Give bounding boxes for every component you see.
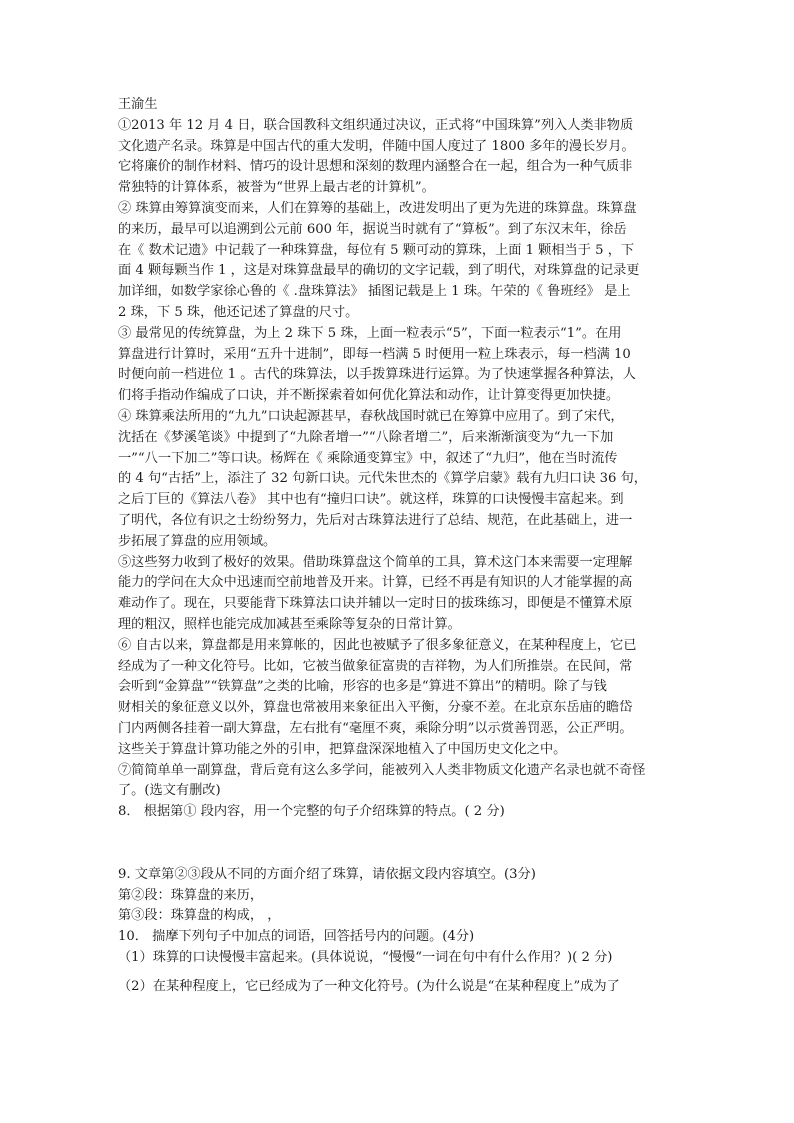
text-line: 文化遗产名录。珠算是中国古代的重大发明，伴随中国人度过了 1800 多年的漫长岁月。	[118, 138, 635, 154]
text-line: ①2013 年 12 月 4 日，联合国教科文组织通过决议，正式将“中国珠算”列入人类非物质	[118, 117, 634, 133]
paragraph-2	[118, 199, 690, 324]
text-line: 在《 数术记遗》中记载了一种珠算盘，每位有 5 颗可动的算珠，上面 1 颗相当于 5 ，下	[118, 242, 635, 258]
text-line: 步拓展了算盘的应用领域。	[118, 533, 277, 549]
text-line: 难动作了。现在，只要能背下珠算法口诀并辅以一定时日的拔珠练习，即便是不懂算术原	[118, 596, 633, 612]
text-line: 财相关的象征意义以外，算盘也常被用来象征出入平衡，分豪不差。在北京东岳庙的瞻岱	[118, 700, 633, 716]
paragraph-5	[118, 553, 690, 636]
text-line: 2 珠，下 5 珠，他还记述了算盘的尺寸。	[118, 304, 359, 320]
answer-space	[118, 969, 690, 977]
question-10-prompt: 10． 揣摩下列句子中加点的词语，回答括号内的问题。(4分)	[118, 929, 475, 945]
document-page	[118, 95, 690, 998]
answer-space	[118, 823, 690, 865]
author: 王渝生	[118, 97, 158, 112]
text-line: 这些关于算盘计算功能之外的引申，把算盘深深地植入了中国历史文化之中。	[118, 741, 567, 757]
text-line: ⑤这些努力收到了极好的效果。借助珠算盘这个简单的工具，算术这门本来需要一定理解	[118, 554, 633, 570]
text-line: 门内两侧各挂着一副大算盘，左右批有“毫厘不爽，乘除分明”以示赏善罚恶，公正严明。	[118, 720, 633, 736]
text-line: 能力的学问在大众中迅速而空前地普及开来。计算，已经不再是有知识的人才能掌握的高	[118, 575, 633, 591]
text-line: 会听到“金算盘”“铁算盘”之类的比喻，形容的也多是“算进不算出”的精明。除了与钱	[118, 679, 607, 695]
paragraph-3	[118, 324, 690, 407]
text-line: ③ 最常见的传统算盘，为上 2 珠下 5 珠，上面一粒表示“5”，下面一粒表示“1”。在用	[118, 325, 622, 341]
paragraph-7	[118, 761, 690, 803]
paragraph-6	[118, 636, 690, 761]
question-9	[118, 865, 690, 927]
text-line: ② 珠算由筹算演变而来，人们在算筹的基础上，改进发明出了更为先进的珠算盘。珠算盘	[118, 200, 637, 216]
question-10	[118, 927, 690, 997]
question-10-part-1: （1）珠算的口诀慢慢丰富起来。(具体说说，“慢慢“一词在句中有什么作用？)( 2 分)	[118, 950, 613, 966]
text-line: ④ 珠算乘法所用的“九九”口诀起源甚早，春秋战国时就已在筹算中应用了。到了宋代，	[118, 408, 624, 424]
question-8: 8． 根据第① 段内容，用一个完整的句子介绍珠算的特点。( 2 分)	[118, 804, 505, 820]
text-line: 的 4 句“古括”上，添注了 32 句新口诀。元代朱世杰的《算学启蒙》载有九归口诀 36 句，	[118, 471, 647, 487]
text-line: ⑦简简单单一副算盘，背后竟有这么多学问，能被列入人类非物质文化遗产名录也就不奇怪	[118, 762, 646, 778]
paragraph-1	[118, 116, 690, 199]
question-10-part-2: （2）在某种程度上，它已经成为了一种文化符号。(为什么说是“在某种程度上”成为了	[118, 978, 620, 994]
question-9-prompt: 9. 文章第②③段从不同的方面介绍了珠算，请依据文段内容填空。(3分)	[118, 866, 536, 882]
text-line: 它将廉价的制作材料、情巧的设计思想和深刻的数理内涵整合在一起，组合为一种气质非	[118, 159, 633, 175]
text-line: 面 4 颗每颗当作 1 ，这是对珠算盘最早的确切的文字记载，到了明代，对珠算盘的记录更	[118, 263, 640, 279]
text-line: 了。(选文有删改)	[118, 783, 221, 799]
text-line: 时便向前一档进位 1 。古代的珠算法，以手拨算珠进行运算。为了快速掌握各种算法，人	[118, 367, 636, 383]
question-9-line-b: 第③段：珠算盘的构成， ，	[118, 908, 281, 924]
text-line: 经成为了一种文化符号。比如，它被当做象征富贵的吉祥物，为人们所推崇。在民间，常	[118, 658, 633, 674]
paragraph-4	[118, 407, 690, 553]
text-line: 常独特的计算体系，被誉为“世界上最古老的计算机”。	[118, 180, 435, 196]
text-line: 理的粗汉，照样也能完成加减甚至乘除等复杂的日常计算。	[118, 616, 461, 632]
text-line: ⑥ 自古以来，算盘都是用来算帐的，因此也被赋予了很多象征意义，在某种程度上，它已	[118, 637, 637, 653]
text-line: 沈括在《梦溪笔谈》中提到了“九除者增一”“八除者增二”，后来渐渐演变为“九一下加	[118, 429, 614, 445]
text-line: 们将手指动作编成了口诀，并不断探索着如何优化算法和动作，让计算变得更加快捷。	[118, 388, 620, 404]
text-line: 一”“八一下加二”等口诀。杨辉在《 乘除通变算宝》中，叙述了“九归”，他在当时流传	[118, 450, 618, 466]
text-line: 加详细，如数学家徐心鲁的《 .盘珠算法》 插图记载是上 1 珠。午荣的《 鲁班经》 是上	[118, 284, 631, 300]
text-line: 算盘进行计算时，采用“五升十进制”，即每一档满 5 时便用一粒上珠表示，每一档满 10	[118, 346, 631, 362]
text-line: 了明代，各位有识之士纷纷努力，先后对古珠算法进行了总结、规范，在此基础上，进一	[118, 512, 633, 528]
text-line: 之后丁巨的《算法八卷》 其中也有“撞归口诀”。就这样，珠算的口诀慢慢丰富起来。到	[118, 492, 624, 508]
question-9-line-a: 第②段：珠算盘的来历，	[118, 887, 264, 903]
text-line: 的来历，最早可以追溯到公元前 600 年，据说当时就有了“算板”。到了东汉末年，徐岳	[118, 221, 627, 237]
